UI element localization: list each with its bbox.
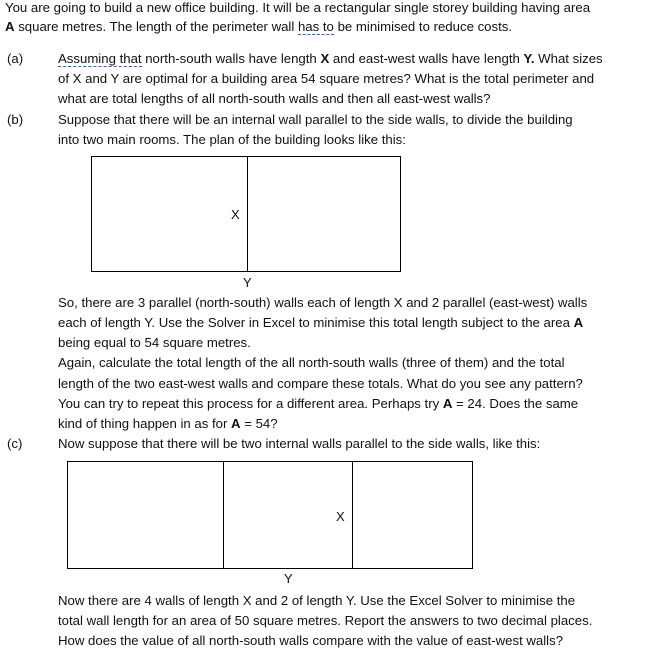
part-b-text: You can try to repeat this process for a different area. Perhaps try bbox=[58, 396, 443, 411]
part-b-text: kind of thing happen in as for bbox=[58, 416, 232, 431]
area-symbol: A bbox=[573, 315, 584, 330]
two-room-floor-plan bbox=[91, 156, 401, 272]
part-a-text: north-south walls have length bbox=[141, 51, 321, 66]
x-symbol: X bbox=[320, 51, 330, 66]
part-c-para-2: total wall length for an area of 50 square metres. Report the answers to two decimal places. bbox=[58, 613, 593, 628]
intro-text-end: be minimised to reduce costs. bbox=[333, 19, 513, 34]
part-b-text: each of length Y. Use the Solver in Excel to minimise this total length subject to the area bbox=[58, 315, 574, 330]
part-b-para-6 bbox=[58, 395, 578, 413]
internal-wall-1 bbox=[223, 462, 224, 568]
part-a-label: (a) bbox=[7, 51, 24, 66]
area-symbol: A bbox=[442, 396, 453, 411]
part-c-line-1: Now suppose that there will be two internal walls parallel to the side walls, like this: bbox=[58, 436, 541, 451]
part-a-line-3: what are total lengths of all north-south walls and then all east-west walls? bbox=[58, 91, 491, 106]
part-c-label: (c) bbox=[7, 436, 23, 451]
spellcheck-underline: Assuming that bbox=[58, 51, 142, 66]
part-c-para-3: How does the value of all north-south walls compare with the value of east-west walls? bbox=[58, 633, 564, 648]
y-dimension-label: Y bbox=[284, 571, 293, 586]
y-dimension-label: Y bbox=[243, 275, 252, 290]
spellcheck-underline: has to bbox=[297, 19, 334, 34]
part-c-para-1: Now there are 4 walls of length X and 2 of length Y. Use the Excel Solver to minimise the bbox=[58, 593, 576, 608]
part-b-para-7 bbox=[58, 415, 278, 433]
area-symbol: A bbox=[231, 416, 241, 431]
internal-wall-2 bbox=[352, 462, 353, 568]
part-b-text: = 54? bbox=[240, 416, 278, 431]
part-a-text: What sizes bbox=[534, 51, 603, 66]
part-b-line-2: into two main rooms. The plan of the building looks like this: bbox=[58, 132, 406, 147]
internal-wall bbox=[247, 157, 248, 271]
part-b-text: = 24. Does the same bbox=[452, 396, 579, 411]
part-a-line-2: of X and Y are optimal for a building area 54 square metres? What is the total perimeter and bbox=[58, 71, 595, 86]
x-dimension-label: X bbox=[336, 509, 345, 524]
y-symbol: Y. bbox=[523, 51, 535, 66]
part-a-line-1 bbox=[58, 50, 603, 68]
part-a-text: and east-west walls have length bbox=[329, 51, 524, 66]
area-symbol: A bbox=[5, 19, 15, 34]
part-b-line-1: Suppose that there will be an internal wall parallel to the side walls, to divide the building bbox=[58, 112, 573, 127]
intro-line-1: You are going to build a new office building. It will be a rectangular single storey building having area bbox=[5, 0, 591, 15]
three-room-floor-plan bbox=[67, 461, 473, 569]
part-b-para-4: Again, calculate the total length of the all north-south walls (three of them) and the total bbox=[58, 355, 565, 370]
part-b-para-1: So, there are 3 parallel (north-south) walls each of length X and 2 parallel (east-west) walls bbox=[58, 295, 588, 310]
part-b-para-5: length of the two east-west walls and compare these totals. What do you see any pattern? bbox=[58, 376, 583, 391]
x-dimension-label: X bbox=[231, 207, 240, 222]
part-b-para-3: being equal to 54 square metres. bbox=[58, 335, 251, 350]
intro-text: square metres. The length of the perimeter wall bbox=[14, 19, 298, 34]
part-b-label: (b) bbox=[7, 112, 24, 127]
part-b-para-2 bbox=[58, 314, 583, 332]
intro-line-2 bbox=[5, 18, 512, 36]
